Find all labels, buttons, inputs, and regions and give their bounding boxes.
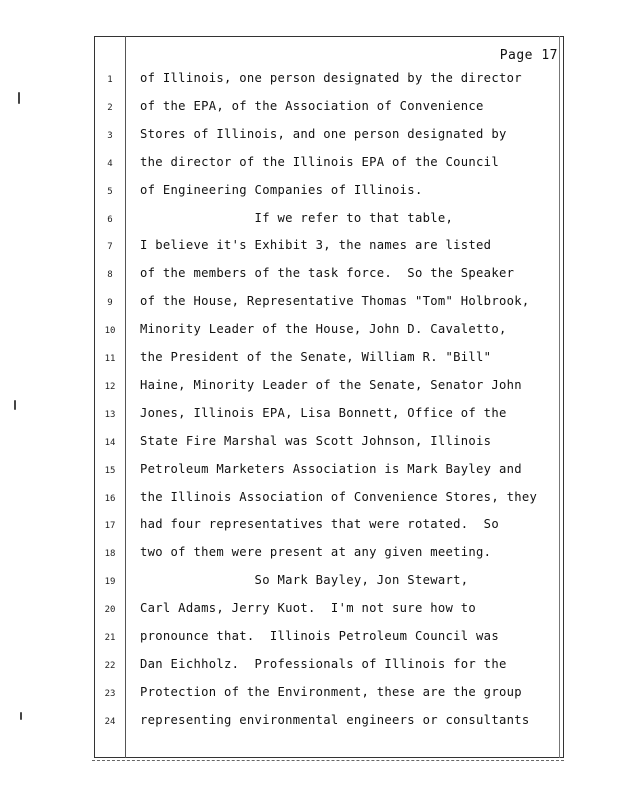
- line-text: the President of the Senate, William R. "Bill": [140, 350, 492, 364]
- line-text: Minority Leader of the House, John D. Cavaletto,: [140, 322, 507, 337]
- line-number: 9: [107, 298, 113, 309]
- line-number: 24: [104, 716, 116, 727]
- line-text: representing environmental engineers or consultants: [140, 712, 530, 727]
- transcript-line: [0, 713, 618, 733]
- line-number: 18: [104, 549, 116, 560]
- line-text: I believe it's Exhibit 3, the names are listed: [140, 238, 492, 253]
- line-number: 1: [107, 75, 113, 85]
- line-number: 8: [107, 270, 113, 281]
- transcript-line: [0, 434, 618, 454]
- transcript-line: [0, 545, 618, 565]
- transcript-line: [0, 517, 618, 537]
- page-number: Page 17: [499, 48, 558, 63]
- scan-speck: [18, 92, 20, 104]
- transcript-line: [0, 322, 618, 342]
- line-text: Carl Adams, Jerry Kuot. I'm not sure how to: [140, 601, 477, 616]
- line-number: 6: [107, 214, 113, 225]
- line-number: 16: [104, 493, 116, 504]
- transcript-line: [0, 685, 618, 705]
- line-number: 2: [107, 102, 113, 113]
- line-number: 20: [104, 605, 116, 616]
- line-text: of the members of the task force. So the Speaker: [140, 266, 515, 281]
- line-number: 4: [107, 158, 113, 169]
- line-text: of the House, Representative Thomas "Tom" Holbrook,: [140, 294, 530, 309]
- transcript-line: [0, 266, 618, 286]
- scan-speck: [20, 712, 22, 720]
- line-number: 23: [104, 688, 116, 699]
- line-number: 22: [104, 660, 116, 671]
- line-number: 19: [104, 577, 116, 588]
- line-number: 17: [104, 521, 116, 532]
- line-text: Dan Eichholz. Professionals of Illinois for the: [140, 656, 507, 671]
- line-number: 14: [104, 437, 116, 448]
- line-text: Petroleum Marketers Association is Mark Bayley and: [140, 461, 522, 476]
- transcript-line: [0, 183, 618, 203]
- line-text: Haine, Minority Leader of the Senate, Senator John: [140, 377, 522, 392]
- line-number: 3: [107, 130, 113, 141]
- bottom-edge-mark: [92, 757, 564, 761]
- transcript-line: [0, 211, 618, 231]
- line-text: of Illinois, one person designated by the director: [140, 71, 522, 85]
- transcript-line: [0, 350, 618, 370]
- line-text: Stores of Illinois, and one person designated by: [140, 126, 507, 141]
- line-text: pronounce that. Illinois Petroleum Council was: [140, 629, 499, 643]
- transcript-line: [0, 71, 618, 91]
- transcript-line: [0, 294, 618, 314]
- line-text: If we refer to that table,: [140, 210, 454, 225]
- line-number: 7: [107, 242, 113, 253]
- line-text: Jones, Illinois EPA, Lisa Bonnett, Office of the: [140, 405, 507, 420]
- line-number: 11: [104, 354, 116, 364]
- line-text: Protection of the Environment, these are the group: [140, 684, 522, 699]
- line-number: 12: [104, 381, 116, 392]
- line-text: the Illinois Association of Convenience Stores, they: [140, 489, 538, 504]
- transcript-line: [0, 238, 618, 258]
- transcript-line: [0, 601, 618, 621]
- transcript-line: [0, 490, 618, 510]
- transcript-line: [0, 629, 618, 649]
- scan-speck: [14, 400, 16, 410]
- transcript-line: [0, 406, 618, 426]
- transcript-line: [0, 573, 618, 593]
- transcript-line: [0, 127, 618, 147]
- transcript-line: [0, 99, 618, 119]
- line-text: had four representatives that were rotated. So: [140, 517, 499, 532]
- transcript-line: [0, 155, 618, 175]
- line-number: 21: [104, 633, 116, 643]
- transcript-line: [0, 378, 618, 398]
- line-text: the director of the Illinois EPA of the Council: [140, 154, 499, 169]
- transcript-line: [0, 462, 618, 482]
- line-number: 5: [107, 186, 113, 197]
- line-number: 15: [104, 465, 116, 476]
- line-text: two of them were present at any given meeting.: [140, 545, 492, 560]
- line-text: State Fire Marshal was Scott Johnson, Illinois: [140, 433, 492, 448]
- line-text: of the EPA, of the Association of Convenience: [140, 98, 484, 113]
- line-text: of Engineering Companies of Illinois.: [140, 182, 423, 197]
- line-number: 13: [104, 409, 116, 420]
- transcript-line: [0, 657, 618, 677]
- line-text: So Mark Bayley, Jon Stewart,: [140, 573, 469, 588]
- line-number: 10: [104, 326, 116, 337]
